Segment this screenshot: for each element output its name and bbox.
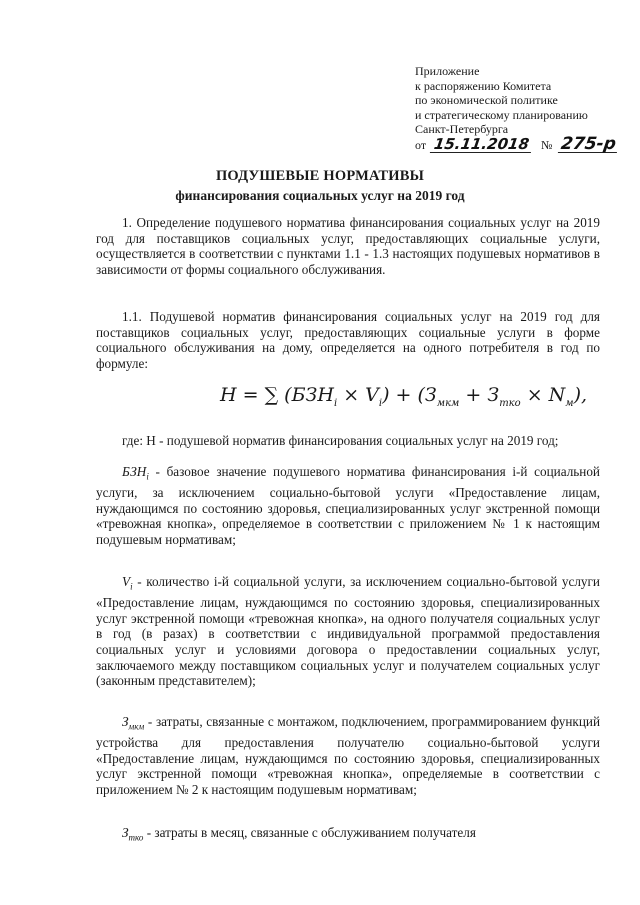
paragraph-text: - затраты в месяц, связанные с обслуживанием получателя [143, 825, 476, 840]
paragraph-text: - затраты, связанные с монтажом, подключением, программированием функций устройства для предоставления получателю социально-бытовой услуги «Предоставление лицам, нуждающимся по состоянию здоровья, специализированных услуг экстренной помощи «тревожная кнопка», определяемые в соответствии с приложением № 2 к настоящим подушевым нормативам; [96, 714, 600, 798]
formula-part: ), [573, 384, 588, 406]
definition-v [96, 574, 600, 689]
definition-z-tko [96, 825, 600, 846]
formula-sub: тко [499, 397, 521, 409]
paragraph-text: - базовое значение подушевого норматива финансирования i-й социальной услуги, за исключением социально-бытовой услуги «Предоставление лицам, нуждающимся по состоянию здоровья, специализированных услуг экстренной помощи «тревожная кнопка», определяемое в соответствии с приложением № 1 к настоящим подушевым нормативам; [96, 464, 600, 548]
formula-part: + З [459, 384, 500, 406]
formula-part: ) + (З [382, 384, 437, 406]
document-title: ПОДУШЕВЫЕ НОРМАТИВЫ [215, 168, 425, 184]
symbol-z-mkm: $З_{мкм}$ [122, 714, 145, 732]
formula-part: × V [337, 384, 379, 406]
document-subtitle: финансирования социальных услуг на 2019 год [175, 188, 465, 203]
paragraph-text: 1.1. Подушевой норматив финансирования социальных услуг на 2019 год для поставщиков социальных услуг, предоставляющих социальные услуги в форме социального обслуживания на дому, определяется на одного потребителя в год по формуле: [96, 309, 600, 371]
formula-sub: i [333, 397, 338, 409]
formula-part: Н = ∑ (БЗН [220, 384, 334, 406]
appendix-line: к распоряжению Комитета [415, 78, 552, 93]
formula-sub: i [378, 397, 383, 409]
date-prefix: от [415, 137, 427, 152]
symbol-z-tko: $З_{тко}$ [122, 825, 144, 843]
appendix-block [415, 64, 618, 153]
definition-h [96, 433, 600, 449]
handwritten-date: 15.11.2018 [430, 137, 533, 153]
paragraph-text: где: Н - подушевой норматив финансирования социальных услуг на 2019 год; [122, 433, 559, 448]
appendix-line: Приложение [415, 64, 480, 78]
paragraph-1-1 [96, 309, 600, 371]
definition-z-mkm [96, 714, 600, 798]
paragraph-text: 1. Определение подушевого норматива финансирования социальных услуг на 2019 год для поставщиков социальных услуг, предоставляющих социальные услуги, осуществляется в соответствии с пунктами 1.1 - 1.3 настоящих подушевых нормативов в зависимости от формы социального обслуживания. [96, 215, 600, 277]
formula-sub: мкм [436, 397, 460, 409]
appendix-line: по экономической политике [415, 93, 558, 108]
symbol-v: $V_i$ [122, 574, 133, 592]
number-prefix: № [541, 137, 553, 152]
formula-sub: м [565, 397, 574, 409]
handwritten-number: 275-р [560, 133, 618, 154]
symbol-bzn: $БЗН_i$ [122, 464, 149, 482]
paragraph-text: - количество i-й социальной услуги, за исключением социально-бытовой услуги «Предоставление лицам, нуждающимся по состоянию здоровья, специализированных услуг экстренной помощи «тревожная кнопка», на одного получателя социальных услуг в год (в разах) в соответствии с индивидуальной программой предоставления социальных услуг и условиями договора о предоставлении социальных услуг, заключаемого между поставщиком социальных услуг и получателем социальных услуг (законным представителем); [96, 574, 600, 689]
appendix-line: и стратегическому планированию [415, 107, 588, 122]
formula [220, 384, 587, 409]
paragraph-1 [96, 215, 600, 277]
definition-bzn [96, 464, 600, 548]
appendix-line: Санкт-Петербурга [415, 122, 509, 137]
appendix-date-line [415, 133, 618, 154]
formula-part: × N [520, 384, 566, 406]
